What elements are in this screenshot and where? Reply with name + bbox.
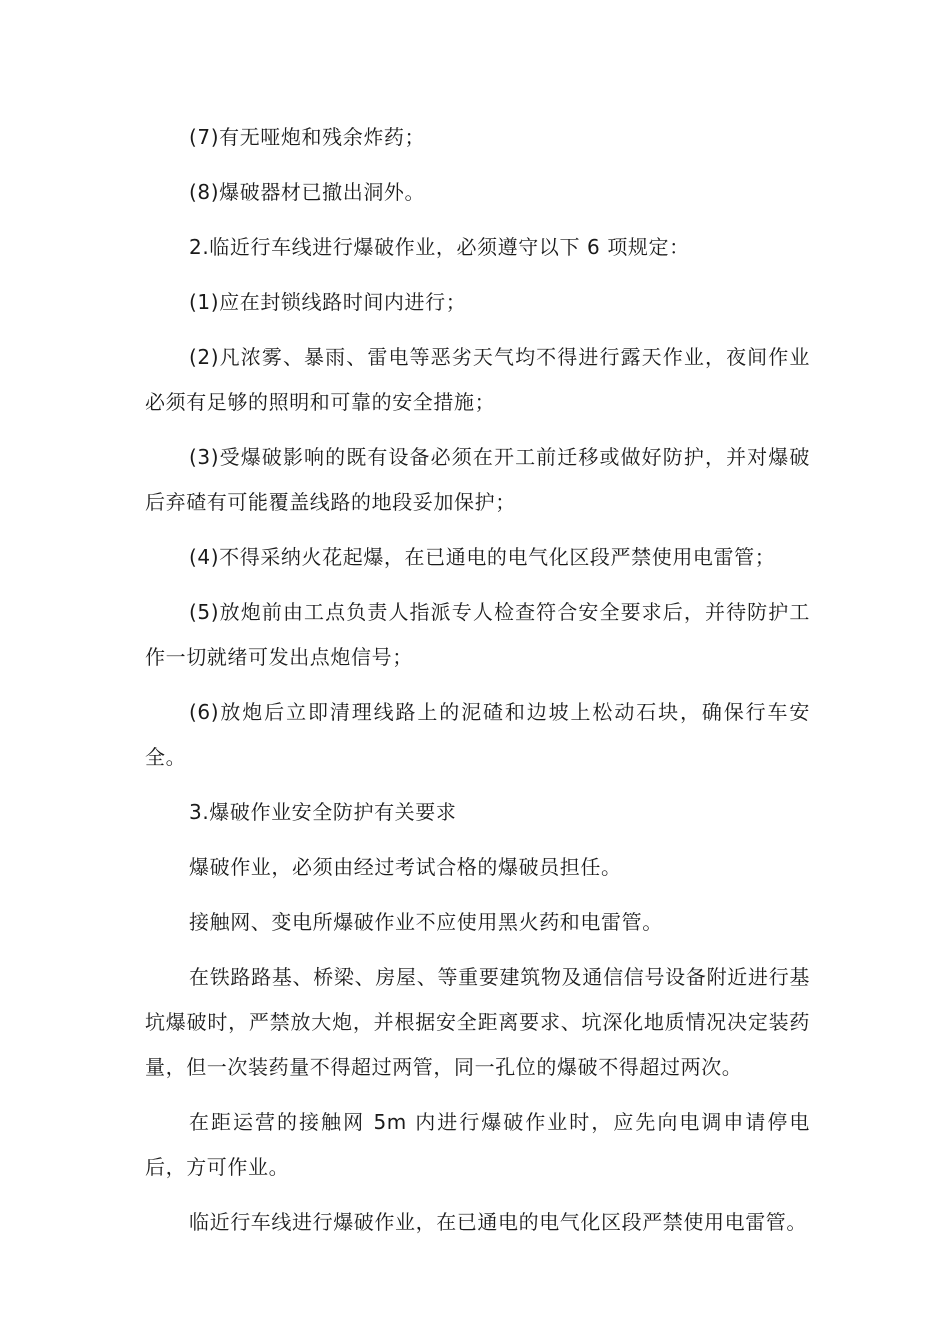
paragraph-rule-1: (1)应在封锁线路时间内进行； (189, 290, 467, 314)
paragraph-no-electric-detonator: 临近行车线进行爆破作业，在已通电的电气化区段严禁使用电雷管。 (189, 1210, 807, 1234)
paragraph-rule-2: (2)凡浓雾、暴雨、雷电等恶劣天气均不得进行露天作业，夜间作业必须有足够的照明和可靠的安全措施； (145, 345, 810, 414)
section-heading-safety-requirements: 3.爆破作业安全防护有关要求 (189, 800, 457, 824)
paragraph-rule-4: (4)不得采纳火花起爆，在已通电的电气化区段严禁使用电雷管； (189, 545, 776, 569)
section-heading-nearby-line-blasting: 2.临近行车线进行爆破作业，必须遵守以下 6 项规定： (189, 235, 690, 259)
paragraph-no-black-powder: 接触网、变电所爆破作业不应使用黑火药和电雷管。 (189, 910, 663, 934)
paragraph-power-off-request: 在距运营的接触网 5m 内进行爆破作业时，应先向电调申请停电后，方可作业。 (145, 1110, 810, 1179)
paragraph-qualified-blaster: 爆破作业，必须由经过考试合格的爆破员担任。 (189, 855, 622, 879)
paragraph-item-7-dud-check: (7)有无哑炮和残余炸药； (189, 125, 426, 149)
paragraph-item-8-materials-removed: (8)爆破器材已撤出洞外。 (189, 180, 426, 204)
document-body (145, 115, 810, 1255)
paragraph-rule-5: (5)放炮前由工点负责人指派专人检查符合安全要求后，并待防护工作一切就绪可发出点炮信号； (145, 600, 810, 669)
paragraph-rule-6: (6)放炮后立即清理线路上的泥碴和边坡上松动石块，确保行车安全。 (145, 700, 810, 769)
paragraph-rule-3: (3)受爆破影响的既有设备必须在开工前迁移或做好防护，并对爆破后弃碴有可能覆盖线路的地段妥加保护； (145, 445, 810, 514)
paragraph-pit-blasting-limits: 在铁路路基、桥梁、房屋、等重要建筑物及通信信号设备附近进行基坑爆破时，严禁放大炮，并根据安全距离要求、坑深化地质情况决定装药量，但一次装药量不得超过两管，同一孔位的爆破不得超过两次。 (145, 965, 810, 1079)
